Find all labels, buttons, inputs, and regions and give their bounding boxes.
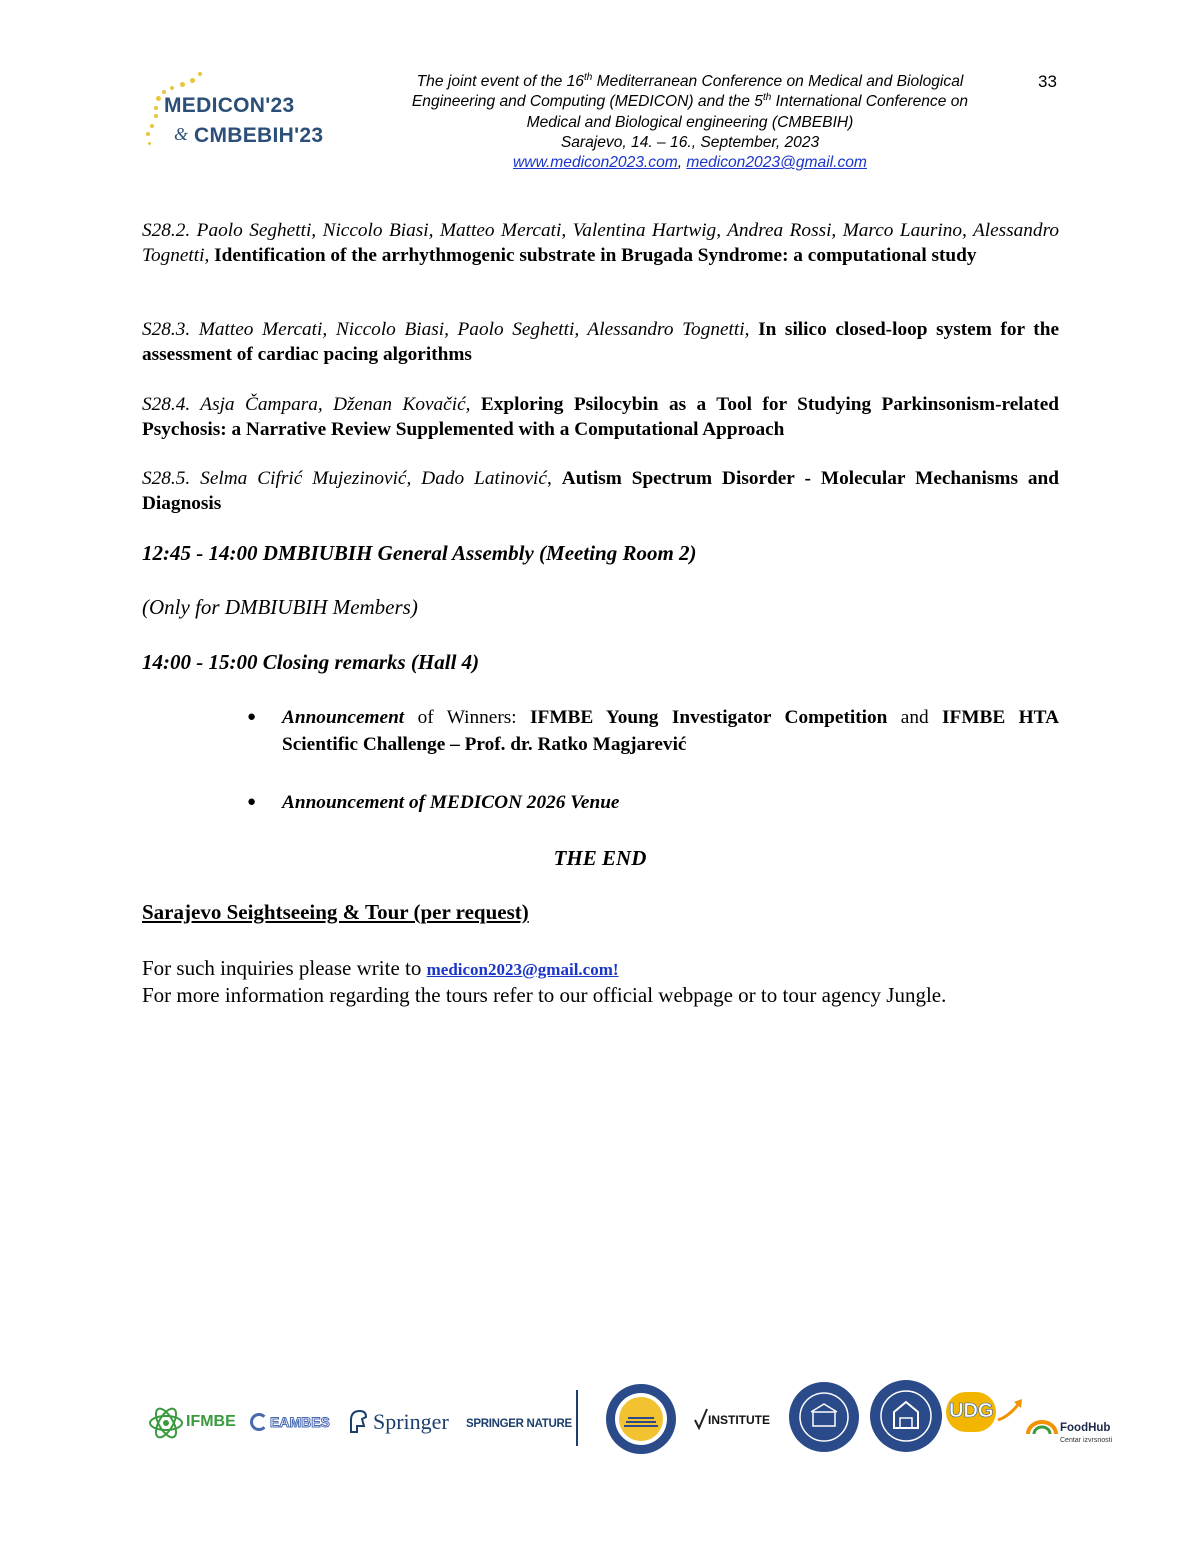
springer-nature-logo: SPRINGER NATURE [466,1418,572,1430]
header-line-2: Engineering and Computing (MEDICON) and the 5th International Conference on [411,92,969,111]
bullet-icon: ● [247,709,257,725]
assembly-heading: 12:45 - 14:00 DMBIUBIH General Assembly (Meeting Room 2) [142,541,697,565]
header-line-3: Medical and Biological engineering (CMBEBIH) [526,113,854,131]
email-link[interactable]: medicon2023@gmail.com [686,154,867,172]
bullet-icon: ● [247,794,257,810]
closing-heading: 14:00 - 15:00 Closing remarks (Hall 4) [142,650,480,674]
logo-text-cmbebih: CMBEBIH'23 [194,124,324,147]
paper-authors: S28.3. Matteo Mercati, Niccolo Biasi, Paolo Seghetti, Alessandro Tognetti [142,319,745,340]
arrow-icon [996,1396,1026,1422]
announcement-venue: Announcement of MEDICON 2026 Venue [282,792,620,813]
ifmbe-logo: IFMBE [146,1400,246,1446]
eambes-logo: EAMBES [250,1410,334,1436]
paper-title: Identification of the arrhythmogenic substrate in Brugada Syndrome: a computational study [214,245,977,266]
the-end-heading: THE END [553,846,647,870]
paper-s28-2: S28.2. Paolo Seghetti, Niccolo Biasi, Matteo Mercati, Valentina Hartwig, Andrea Rossi, Marco Laurino, Alessandro Tognetti, Identification of the arrhythmogenic substrate in Brugada Syndrome: a computational study [142,220,1059,266]
page-number: 33 [1038,72,1057,91]
udg-logo: UDG [946,1392,1026,1436]
header-line-1: The joint event of the 16th Mediterranean Conference on Medical and Biological [416,71,964,90]
institute-logo: INSTITUTE [694,1408,778,1434]
foodhub-logo: FoodHub Centar izvrsnosti [1026,1420,1120,1450]
tour-inquiry-line: For such inquiries please write to medicon2023@gmail.com! [142,956,619,980]
logo-ampersand: & [174,124,189,144]
paper-s28-5: S28.5. Selma Cifrić Mujezinović, Dado Latinović, Autism Spectrum Disorder - Molecular Mechanisms and Diagnosis [142,468,1060,514]
paper-s28-4: S28.4. Asja Čampara, Dženan Kovačić, Exploring Psilocybin as a Tool for Studying Parkinsonism-related Psychosis: a Narrative Review Supplemented with a Computational Approach [142,394,1059,440]
list-item [247,789,1059,819]
medicon-logo [140,66,340,156]
university-seal-icon [868,1378,944,1454]
paper-authors: S28.5. Selma Cifrić Mujezinović, Dado Latinović [142,468,547,489]
paper-title: In silico closed-loop system for the assessment of cardiac pacing algorithms [142,319,1060,365]
announcement-winners: Announcement of Winners: IFMBE Young Investigator Competition and IFMBE HTA Scientific Challenge – Prof. dr. Ratko Magjarević [282,707,1060,755]
paper-authors: S28.4. Asja Čampara, Dženan Kovačić [142,394,466,415]
university-seal-icon [787,1380,861,1454]
header-line-4: Sarajevo, 14. – 16., September, 2023 [560,133,820,151]
ifmbe-emblem-icon [146,1400,186,1446]
website-link[interactable]: www.medicon2023.com [513,154,678,172]
conference-header [340,72,1040,173]
foodhub-arc-icon [1026,1420,1058,1434]
checkmark-icon [694,1408,708,1430]
dmbiubih-seal-icon [604,1382,678,1456]
university-sarajevo-seal [787,1380,861,1454]
tour-heading: Sarajevo Seightseeing & Tour (per request) [142,900,529,924]
tour-email-link[interactable]: medicon2023@gmail.com! [426,960,619,979]
dmbiubih-seal [604,1382,678,1456]
springer-horse-icon [347,1408,369,1434]
paper-s28-3: S28.3. Matteo Mercati, Niccolo Biasi, Paolo Seghetti, Alessandro Tognetti, In silico closed-loop system for the assessment of cardiac pacing algorithms [142,319,1060,365]
tour-info-line: For more information regarding the tours refer to our official webpage or to tour agency Jungle. [142,983,947,1007]
list-item [247,704,1059,764]
eambes-emblem-icon [250,1413,268,1431]
paper-authors: S28.2. Paolo Seghetti, Niccolo Biasi, Matteo Mercati, Valentina Hartwig, Andrea Rossi, Marco Laurino, Alessandro Tognetti [142,220,1059,266]
paper-title: Exploring Psilocybin as a Tool for Studying Parkinsonism-related Psychosis: a Narrative Review Supplemented with a Computational Approach [142,394,1059,440]
logo-text-medicon: MEDICON'23 [164,94,295,117]
assembly-note: (Only for DMBIUBIH Members) [142,595,418,619]
footer-divider [576,1390,578,1446]
paper-title: Autism Spectrum Disorder - Molecular Mechanisms and Diagnosis [142,468,1060,514]
springer-logo: Springer [347,1408,451,1438]
header-line-5: www.medicon2023.com, medicon2023@gmail.com [513,154,867,172]
university-banja-luka-seal [868,1378,944,1454]
